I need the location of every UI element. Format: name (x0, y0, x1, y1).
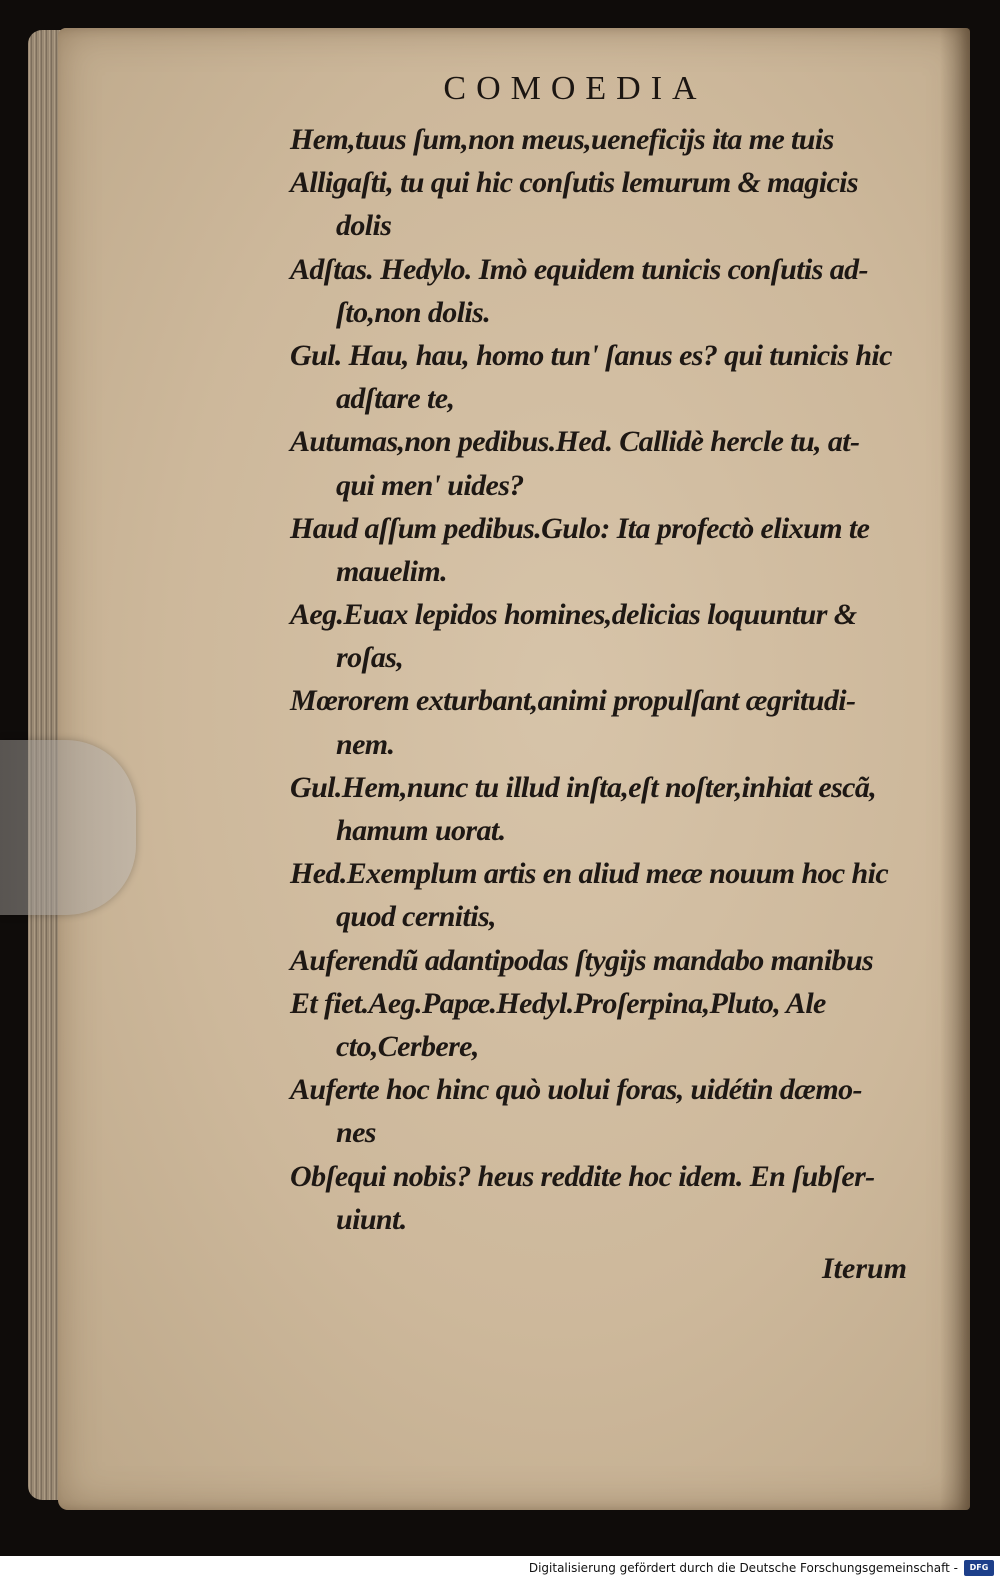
text-line: Auferendũ adantipodas ſtygijs mandabo manibus (290, 943, 874, 977)
text-line: Haud aſſum pedibus.Gulo: Ita profectò elixum te (290, 511, 870, 545)
text-line: Autumas,non pedibus.Hed. Callidè hercle tu, at- (290, 425, 860, 459)
text-line: uiunt. (336, 1202, 407, 1236)
text-line: qui men' uides? (336, 468, 524, 502)
text-line: ſto,non dolis. (336, 295, 491, 329)
running-head: COMOEDIA (443, 70, 707, 107)
text-line: Adſtas. Hedylo. Imò equidem tunicis conſutis ad- (290, 252, 868, 286)
text-line: mauelim. (336, 554, 448, 588)
text-line: Hem,tuus ſum,non meus,ueneficijs ita me tuis (290, 123, 834, 156)
text-line: dolis (336, 209, 392, 243)
thumb-shadow (0, 740, 136, 915)
text-line: nem. (336, 727, 395, 761)
dfg-logo: DFG (964, 1560, 994, 1576)
text-line: Gul. Hau, hau, homo tun' ſanus es? qui tunicis hic (290, 338, 892, 372)
page-gutter (940, 28, 970, 1510)
text-line: Auferte hoc hinc quò uolui foras, uidétin dæmo- (290, 1073, 862, 1107)
text-line: cto,Cerbere, (336, 1029, 479, 1063)
text-line: nes (336, 1116, 376, 1150)
text-line: Mœrorem exturbant,animi propulſant ægritudi- (290, 684, 856, 718)
text-line: Aeg.Euax lepidos homines,delicias loquuntur & (290, 598, 857, 632)
catchword: Iterum (822, 1252, 908, 1285)
text-line: Obſequi nobis? heus reddite hoc idem. En ſubſer- (290, 1159, 875, 1193)
text-line: roſas, (336, 641, 404, 675)
text-line: Alligaſti, tu qui hic conſutis lemurum & magicis (290, 166, 858, 200)
text-line: adſtare te, (336, 382, 455, 416)
footer-credit: Digitalisierung gefördert durch die Deutsche Forschungsgemeinschaft - (0, 1556, 1000, 1580)
text-line: quod cernitis, (336, 900, 496, 934)
text-line: hamum uorat. (336, 814, 506, 847)
text-line: Hed.Exemplum artis en aliud meæ nouum hoc hic (290, 857, 889, 891)
text-line: Gul.Hem,nunc tu illud inſta,eſt noſter,inhiat escã, (290, 770, 877, 804)
body-text (290, 118, 930, 1241)
text-line: Et fiet.Aeg.Papæ.Hedyl.Proſerpina,Pluto, Ale (290, 986, 826, 1020)
